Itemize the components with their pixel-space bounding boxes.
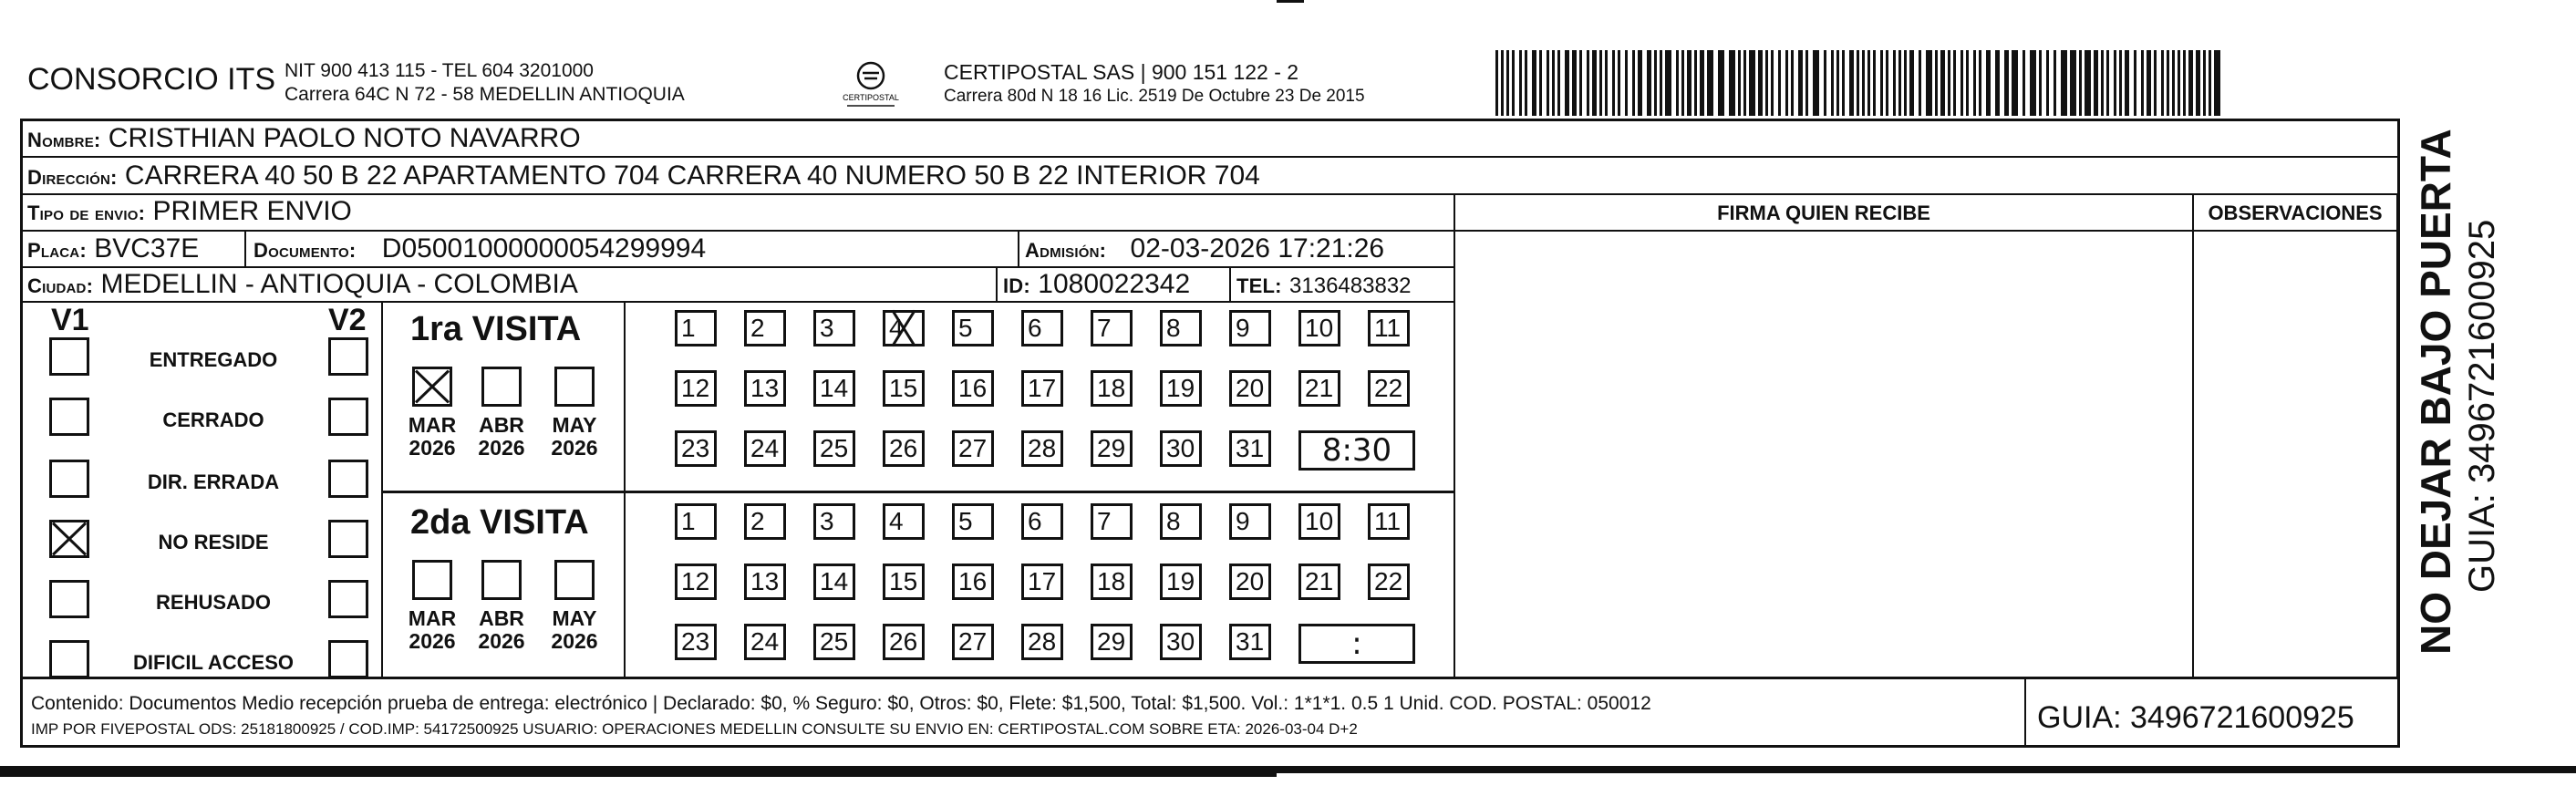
first-visit-day-box[interactable]: 17	[1021, 370, 1063, 407]
barcode-bar	[1676, 50, 1679, 116]
barcode-bar	[1612, 50, 1615, 116]
first-visit-day-box[interactable]: 5	[952, 310, 994, 346]
barcode-bar	[2094, 50, 2098, 116]
second-visit-day-box[interactable]: 20	[1229, 564, 1271, 600]
barcode-bar	[2147, 50, 2151, 116]
divider	[22, 156, 2398, 158]
barcode-bar	[1638, 50, 1642, 116]
barcode-bar	[1873, 50, 1876, 116]
barcode-bar	[1836, 50, 1839, 116]
month-name: MAR	[408, 606, 457, 630]
barcode-bar	[2012, 50, 2018, 116]
ciudad-row	[22, 268, 578, 301]
barcode-bar	[2030, 50, 2036, 116]
second-visit-day-box[interactable]: 31	[1229, 624, 1271, 660]
second-visit-day-box[interactable]: 30	[1160, 624, 1202, 660]
ciudad-label: Ciudad:	[27, 274, 94, 297]
direccion-value: CARRERA 40 50 B 22 APARTAMENTO 704 CARRERA 40 NUMERO 50 B 22 INTERIOR 704	[124, 160, 1260, 191]
barcode-bar	[1862, 50, 1865, 116]
second-visit-day-box[interactable]: 29	[1091, 624, 1133, 660]
barcode-bar	[1572, 50, 1577, 116]
first-visit-day-box[interactable]: 15	[883, 370, 925, 407]
first-visit-day-box[interactable]: 21	[1298, 370, 1340, 407]
second-visit-day-box[interactable]: 12	[675, 564, 717, 600]
vdivider	[624, 303, 626, 677]
first-visit-day-box[interactable]: 16	[952, 370, 994, 407]
observaciones-header: OBSERVACIONES	[2208, 202, 2383, 224]
footer-line2: IMP POR FIVEPOSTAL ODS: 25181800925 / COD.IMP: 54172500925 USUARIO: OPERACIONES MEDELLIN CONSULTE SU ENVIO EN: CERTIPOSTAL.COM SOBRE ETA: 2026-03-04 D+2	[31, 720, 1358, 738]
barcode-bar	[1647, 50, 1651, 116]
tel-label: TEL:	[1236, 274, 1282, 297]
v1-checkbox[interactable]	[49, 580, 89, 618]
footer-guia: GUIA: 3496721600925	[2037, 700, 2354, 735]
barcode-bar	[1519, 50, 1522, 116]
nit-line: NIT 900 413 115 - TEL 604 3201000	[284, 60, 594, 81]
nombre-value: CRISTHIAN PAOLO NOTO NAVARRO	[108, 123, 581, 153]
barcode-bar	[1909, 50, 1914, 116]
v1-checkbox[interactable]	[49, 520, 89, 558]
barcode-bar	[1842, 50, 1845, 116]
second-visit-day-box[interactable]: 16	[952, 564, 994, 600]
placa-row	[22, 232, 199, 266]
second-visit-day-box[interactable]: 18	[1091, 564, 1133, 600]
barcode-bar	[1738, 50, 1741, 116]
barcode-bar	[1587, 50, 1589, 116]
first-visit-time-box[interactable]: 8:30	[1298, 430, 1415, 471]
firma-header: FIRMA QUIEN RECIBE	[1717, 202, 1930, 224]
barcode-bar	[1898, 50, 1901, 116]
v1-checkbox[interactable]	[49, 460, 89, 498]
barcode-bar	[1687, 50, 1691, 116]
barcode-bar	[1880, 50, 1883, 116]
footer-line1: Contenido: Documentos Medio recepción prueba de entrega: electrónico | Declarado: $0, % Seguro: $0, Otros: $0, Flete: $1,500, Total: $1,500. Vol.: 1*1*1. 0.5 1 Unid. COD. POSTAL: 050012	[31, 693, 1651, 714]
first-visit-day-box[interactable]: 3	[813, 310, 855, 346]
barcode-bar	[1824, 50, 1826, 116]
first-visit-day-box[interactable]: 6	[1021, 310, 1063, 346]
first-visit-day-box[interactable]: 1	[675, 310, 717, 346]
first-visit-day-box[interactable]: 22	[1368, 370, 1410, 407]
barcode-bar	[1986, 50, 1991, 116]
first-visit-day-box[interactable]: 28	[1021, 430, 1063, 467]
second-visit-day-box[interactable]: 6	[1021, 503, 1063, 540]
month-year: 2026	[478, 436, 525, 460]
first-visit-day-box[interactable]: 27	[952, 430, 994, 467]
barcode-bar	[2196, 50, 2200, 116]
second-visit-month-checkbox[interactable]	[412, 560, 452, 600]
second-visit-day-box[interactable]: 28	[1021, 624, 1063, 660]
divider	[22, 677, 2398, 679]
first-visit-day-box[interactable]: 14	[813, 370, 855, 407]
second-visit-day-box[interactable]: 22	[1368, 564, 1410, 600]
side-guia: GUIA: 3496721600925	[2462, 219, 2502, 593]
barcode-bar	[1749, 50, 1755, 116]
second-visit-day-box[interactable]: 5	[952, 503, 994, 540]
barcode-bar	[1495, 50, 1498, 116]
status-label: DIFICIL ACCESO	[132, 651, 294, 674]
barcode-bar	[2188, 50, 2193, 116]
vdivider	[2396, 193, 2399, 677]
month-year: 2026	[478, 629, 525, 653]
barcode-bar	[1501, 50, 1504, 116]
v1-checkbox[interactable]	[49, 640, 89, 678]
first-visit-day-box[interactable]: 10	[1298, 310, 1340, 346]
second-visit-day-box[interactable]: 1	[675, 503, 717, 540]
v2-checkbox[interactable]	[328, 640, 368, 678]
first-visit-day-box[interactable]: 9	[1229, 310, 1271, 346]
v2-checkbox[interactable]	[328, 337, 368, 376]
id-row	[998, 268, 1190, 301]
side-title: NO DEJAR BAJO PUERTA	[2412, 129, 2459, 655]
second-visit-day-box[interactable]: 10	[1298, 503, 1340, 540]
status-label: CERRADO	[162, 409, 264, 431]
status-label: DIR. ERRADA	[147, 471, 280, 493]
barcode-bar	[2023, 50, 2025, 116]
barcode-bar	[2070, 50, 2076, 116]
second-visit-day-box[interactable]: 9	[1229, 503, 1271, 540]
barcode-bar	[2203, 50, 2206, 116]
barcode-bar	[1919, 50, 1921, 116]
id-value: 1080022342	[1038, 269, 1191, 299]
second-visit-month-label	[399, 607, 465, 653]
barcode-bar	[1506, 50, 1509, 116]
barcode-bar	[2004, 50, 2009, 116]
barcode-bar	[2039, 50, 2042, 116]
barcode-bar	[2061, 50, 2067, 116]
v1-checkbox[interactable]	[49, 398, 89, 436]
first-visit-month-label	[542, 414, 607, 460]
vdivider	[381, 303, 383, 677]
barcode-bar	[1512, 50, 1515, 116]
second-visit-day-box[interactable]: 23	[675, 624, 717, 660]
second-visit-day-box[interactable]: 7	[1091, 503, 1133, 540]
status-label: REHUSADO	[156, 591, 271, 614]
logo-text: CERTIPOSTAL	[843, 93, 899, 102]
second-visit-month-label	[542, 607, 607, 653]
status-label: NO RESIDE	[158, 531, 269, 553]
barcode-bar	[1654, 50, 1657, 116]
barcode-bar	[1758, 50, 1763, 116]
first-visit-month-checkbox[interactable]	[481, 367, 522, 407]
barcode-bar	[2085, 50, 2091, 116]
v2-checkbox[interactable]	[328, 520, 368, 558]
second-visit-month-label	[469, 607, 534, 653]
barcode-bar	[1966, 50, 1969, 116]
barcode-bar	[1935, 50, 1938, 116]
barcode-bar	[1849, 50, 1854, 116]
v2-checkbox[interactable]	[328, 460, 368, 498]
barcode-bar	[1532, 50, 1536, 116]
direccion-label: Dirección:	[27, 166, 118, 189]
first-visit-title: 1ra VISITA	[410, 310, 582, 348]
vdivider	[244, 230, 246, 266]
address-line: Carrera 64C N 72 - 58 MEDELLIN ANTIOQUIA	[284, 84, 685, 105]
nombre-row	[22, 122, 581, 155]
first-visit-month-label	[399, 414, 465, 460]
barcode-bar	[2119, 50, 2122, 116]
barcode-bar	[2125, 50, 2129, 116]
barcode-bar	[1805, 50, 1808, 116]
barcode-bar	[2167, 50, 2169, 116]
barcode-bar	[2172, 50, 2175, 116]
second-visit-day-box[interactable]: 21	[1298, 564, 1340, 600]
tel-row	[1231, 268, 1412, 301]
barcode-bar	[1995, 50, 2000, 116]
scan-edge	[0, 773, 1277, 777]
barcode-bar	[1592, 50, 1597, 116]
month-name: ABR	[479, 606, 524, 630]
divider	[22, 193, 2398, 195]
first-visit-day-box[interactable]: 24	[744, 430, 786, 467]
second-visit-day-box[interactable]: 2	[744, 503, 786, 540]
barcode-bar	[1926, 50, 1932, 116]
second-visit-day-box[interactable]: 27	[952, 624, 994, 660]
nombre-label: Nombre:	[27, 129, 101, 151]
barcode-bar	[1579, 50, 1582, 116]
barcode-bar	[1552, 50, 1555, 116]
month-name: MAR	[408, 413, 457, 437]
second-visit-day-box[interactable]: 19	[1160, 564, 1202, 600]
company-name: CONSORCIO ITS	[27, 62, 276, 97]
barcode-bar	[1718, 50, 1724, 116]
v2-label: V2	[328, 303, 367, 337]
barcode-bar	[2141, 50, 2144, 116]
month-year: 2026	[551, 629, 598, 653]
certipostal-logo	[834, 58, 907, 111]
tipo-label: Tipo de envio:	[27, 202, 146, 224]
certipostal-line2: Carrera 80d N 18 16 Lic. 2519 De Octubre 23 De 2015	[944, 87, 1365, 106]
first-visit-day-box[interactable]: 25	[813, 430, 855, 467]
barcode-bar	[2154, 50, 2157, 116]
barcode-bar	[1785, 50, 1788, 116]
barcode	[1495, 50, 2220, 116]
certipostal-logo-icon	[834, 58, 907, 111]
second-visit-day-box[interactable]: 24	[744, 624, 786, 660]
header	[0, 0, 2576, 119]
month-year: 2026	[551, 436, 598, 460]
barcode-bar	[1605, 50, 1608, 116]
second-visit-day-box[interactable]: 17	[1021, 564, 1063, 600]
barcode-bar	[1791, 50, 1794, 116]
barcode-bar	[1694, 50, 1697, 116]
admision-label: Admisión:	[1025, 239, 1107, 262]
v1-checkbox[interactable]	[49, 337, 89, 376]
second-visit-title: 2da VISITA	[410, 503, 589, 542]
first-visit-day-box[interactable]: 30	[1160, 430, 1202, 467]
month-name: MAY	[552, 606, 597, 630]
v1-label: V1	[51, 303, 89, 337]
barcode-bar	[1743, 50, 1746, 116]
barcode-bar	[1525, 50, 1527, 116]
second-visit-day-box[interactable]: 4	[883, 503, 925, 540]
v2-checkbox[interactable]	[328, 580, 368, 618]
barcode-bar	[2079, 50, 2082, 116]
second-visit-day-box[interactable]: 26	[883, 624, 925, 660]
documento-row	[248, 232, 706, 266]
barcode-bar	[1867, 50, 1870, 116]
direccion-row	[22, 159, 1260, 193]
barcode-bar	[1940, 50, 1945, 116]
divider	[1454, 230, 2398, 232]
tipo-row	[22, 195, 352, 228]
second-visit-day-box[interactable]: 13	[744, 564, 786, 600]
first-visit-day-box[interactable]: 18	[1091, 370, 1133, 407]
first-visit-day-box[interactable]: 11	[1368, 310, 1410, 346]
barcode-bar	[1960, 50, 1963, 116]
second-visit-day-box[interactable]: 25	[813, 624, 855, 660]
barcode-bar	[1681, 50, 1684, 116]
barcode-bar	[2101, 50, 2104, 116]
placa-label: Placa:	[27, 239, 87, 262]
barcode-bar	[1625, 50, 1628, 116]
first-visit-day-box[interactable]: 20	[1229, 370, 1271, 407]
barcode-bar	[2178, 50, 2180, 116]
first-visit-day-box[interactable]: 23	[675, 430, 717, 467]
barcode-bar	[1813, 50, 1819, 116]
first-visit-month-checkbox[interactable]	[554, 367, 595, 407]
barcode-bar	[2214, 50, 2220, 116]
barcode-bar	[2209, 50, 2211, 116]
admision-row	[1019, 232, 1384, 266]
status-block	[22, 303, 1455, 677]
vdivider	[2192, 193, 2194, 677]
admision-value: 02-03-2026 17:21:26	[1130, 233, 1385, 264]
second-visit-day-box[interactable]: 11	[1368, 503, 1410, 540]
ciudad-value: MEDELLIN - ANTIOQUIA - COLOMBIA	[100, 269, 578, 299]
documento-value: D05001000000054299994	[381, 233, 707, 264]
first-visit-month-label	[469, 414, 534, 460]
barcode-bar	[2114, 50, 2116, 116]
barcode-bar	[1886, 50, 1888, 116]
barcode-bar	[1599, 50, 1602, 116]
v2-checkbox[interactable]	[328, 398, 368, 436]
first-visit-day-box[interactable]: 8	[1160, 310, 1202, 346]
barcode-bar	[1729, 50, 1735, 116]
barcode-bar	[1547, 50, 1549, 116]
barcode-bar	[1979, 50, 1981, 116]
barcode-bar	[2183, 50, 2186, 116]
first-visit-month-checkbox[interactable]	[412, 367, 452, 407]
second-visit-month-checkbox[interactable]	[481, 560, 522, 600]
first-visit-day-box[interactable]: 29	[1091, 430, 1133, 467]
vdivider	[2024, 678, 2026, 748]
barcode-bar	[2054, 50, 2056, 116]
barcode-bar	[2046, 50, 2049, 116]
barcode-bar	[1618, 50, 1620, 116]
certipostal-line1: CERTIPOSTAL SAS | 900 151 122 - 2	[944, 60, 1299, 84]
status-label: ENTREGADO	[149, 348, 278, 371]
barcode-bar	[1831, 50, 1834, 116]
scan-edge	[1277, 0, 1304, 3]
barcode-bar	[2106, 50, 2109, 116]
month-year: 2026	[409, 629, 456, 653]
barcode-bar	[1904, 50, 1907, 116]
first-visit-day-box[interactable]: 7	[1091, 310, 1133, 346]
month-name: ABR	[479, 413, 524, 437]
month-year: 2026	[409, 436, 456, 460]
id-label: ID:	[1003, 274, 1030, 297]
barcode-bar	[1765, 50, 1768, 116]
divider	[383, 491, 1455, 493]
placa-value: BVC37E	[94, 233, 200, 264]
first-visit-day-box[interactable]: 12	[675, 370, 717, 407]
barcode-bar	[1893, 50, 1896, 116]
barcode-bar	[1660, 50, 1662, 116]
barcode-bar	[1539, 50, 1542, 116]
second-visit-day-box[interactable]: 8	[1160, 503, 1202, 540]
month-name: MAY	[552, 413, 597, 437]
first-visit-day-box[interactable]: 26	[883, 430, 925, 467]
documento-label: Documento:	[253, 239, 357, 262]
first-visit-day-box[interactable]: 2	[744, 310, 786, 346]
first-visit-day-box[interactable]: 19	[1160, 370, 1202, 407]
barcode-bar	[2134, 50, 2136, 116]
barcode-bar	[1771, 50, 1774, 116]
barcode-bar	[1665, 50, 1671, 116]
barcode-bar	[1707, 50, 1713, 116]
second-visit-time-box[interactable]: :	[1298, 624, 1415, 664]
first-visit-day-box[interactable]: 31	[1229, 430, 1271, 467]
barcode-bar	[1973, 50, 1976, 116]
barcode-bar	[1857, 50, 1859, 116]
barcode-bar	[1778, 50, 1781, 116]
barcode-bar	[1565, 50, 1569, 116]
second-visit-month-checkbox[interactable]	[554, 560, 595, 600]
barcode-bar	[1948, 50, 1950, 116]
barcode-bar	[1798, 50, 1803, 116]
first-visit-day-box[interactable]: 4	[883, 310, 925, 346]
barcode-bar	[1700, 50, 1704, 116]
barcode-bar	[1632, 50, 1635, 116]
barcode-bar	[1953, 50, 1956, 116]
scan-edge	[0, 766, 2576, 773]
first-visit-day-box[interactable]: 13	[744, 370, 786, 407]
second-visit-day-box[interactable]: 3	[813, 503, 855, 540]
second-visit-day-box[interactable]: 14	[813, 564, 855, 600]
barcode-bar	[1557, 50, 1560, 116]
tipo-value: PRIMER ENVIO	[152, 196, 352, 226]
second-visit-day-box[interactable]: 15	[883, 564, 925, 600]
barcode-bar	[2161, 50, 2164, 116]
tel-value: 3136483832	[1289, 274, 1412, 298]
